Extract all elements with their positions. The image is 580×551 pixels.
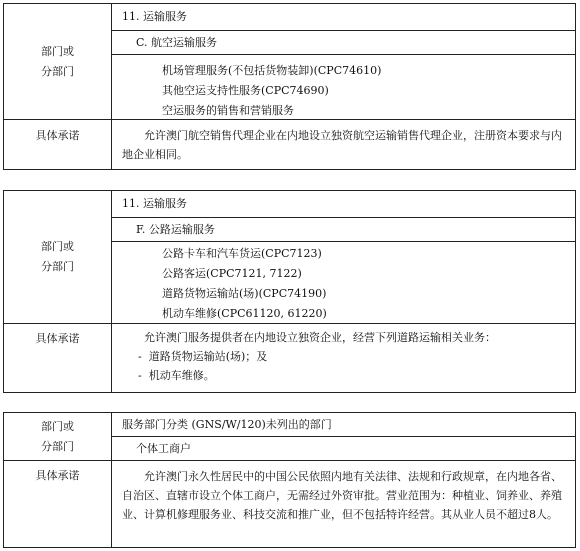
list-item: 其他空运支持性服务(CPC74690) — [162, 84, 329, 97]
commitment-label: 具体承诺 — [4, 120, 112, 169]
commitment-text: 允许澳门永久性居民中的中国公民依照内地有关法律、法规和行政规章，在内地各省、自治区、直辖市设立个体工商户，无需经过外资审批。营业范围为：种植业、饲养业、养殖业、计算机修理服务业、科技交流和推广业，但不包括特许经营。其从业人员不超过8人。 — [122, 470, 562, 521]
list-item: 空运服务的销售和营销服务 — [162, 104, 294, 117]
sector-label — [4, 4, 112, 119]
bullet-item — [122, 366, 565, 385]
commitment-text: 允许澳门服务提供者在内地设立独资企业，经营下列道路运输相关业务： — [144, 331, 496, 344]
bullet-mark: - — [138, 369, 142, 382]
sub-sector-header: F. 公路运输服务 — [112, 217, 575, 241]
sector-row — [4, 4, 575, 119]
sector-content — [112, 4, 575, 119]
sub-sector-items — [112, 54, 575, 121]
table-road-transport — [3, 190, 576, 393]
sector-label — [4, 413, 112, 460]
sector-content — [112, 413, 575, 460]
commitment-label: 具体承诺 — [4, 324, 112, 392]
sector-header: 11. 运输服务 — [122, 197, 187, 210]
bullet-mark: - — [138, 350, 142, 363]
list-item: 公路客运(CPC7121, 7122) — [162, 267, 302, 280]
sector-label-line1: 部门或 — [41, 44, 74, 58]
bullet-text: 机动车维修。 — [148, 369, 215, 382]
sector-row — [4, 191, 575, 323]
sector-label — [4, 191, 112, 323]
list-item: 机动车维修(CPC61120, 61220) — [162, 307, 327, 320]
commitment-content — [112, 324, 575, 392]
sector-label-line1: 部门或 — [41, 240, 74, 253]
sector-label-line2: 分部门 — [41, 439, 74, 453]
commitment-label: 具体承诺 — [4, 461, 112, 547]
table-individual-business — [3, 412, 576, 548]
commitment-row — [4, 119, 575, 169]
sector-content — [112, 191, 575, 323]
sector-header: 11. 运输服务 — [122, 10, 187, 23]
sector-header: 服务部门分类 (GNS/W/120)未列出的部门 — [122, 418, 332, 431]
table-aviation — [3, 3, 576, 170]
list-item: 公路卡车和汽车货运(CPC7123) — [162, 247, 322, 260]
sub-sector-header: 个体工商户 — [112, 436, 575, 459]
sub-sector-header: C. 航空运输服务 — [112, 30, 575, 54]
sector-row — [4, 413, 575, 460]
commitment-row — [4, 460, 575, 547]
list-item: 道路货物运输站(场)(CPC74190) — [162, 287, 327, 300]
list-item: 机场管理服务(不包括货物装卸)(CPC74610) — [162, 64, 382, 77]
commitment-text: 允许澳门航空销售代理企业在内地设立独资航空运输销售代理企业，注册资本要求与内地企业相同。 — [122, 129, 562, 161]
commitment-row — [4, 323, 575, 392]
bullet-text: 道路货物运输站(场)；及 — [148, 350, 268, 363]
sector-label-line1: 部门或 — [41, 419, 74, 433]
sector-label-line2: 分部门 — [41, 64, 74, 78]
sector-label-line2: 分部门 — [41, 260, 74, 273]
sub-sector-items — [112, 241, 575, 324]
bullet-item — [122, 347, 565, 366]
